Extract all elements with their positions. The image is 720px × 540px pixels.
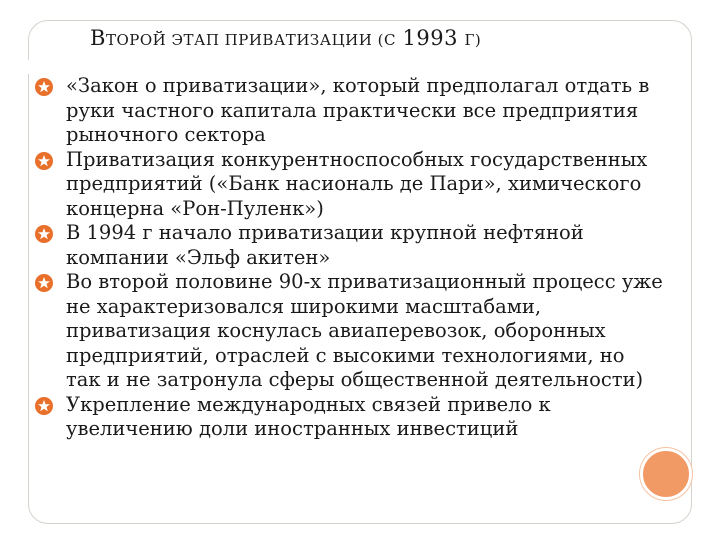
- list-item: [34, 270, 664, 393]
- bullet-text: Во второй половине 90-х приватизационный процесс уже не характеризовался широкими масштабами, приватизация коснулась авиаперевозок, оборонных предприятий, отраслей с высокими технологиями, но так и не затронула сферы общественной деятельности): [66, 270, 663, 391]
- bullet-text: В 1994 г начало приватизации крупной нефтяной компании «Эльф акитен»: [66, 221, 584, 269]
- frame-notch: [28, 60, 38, 74]
- star-bullet-icon: [34, 396, 54, 416]
- star-bullet-icon: [34, 77, 54, 97]
- star-bullet-icon: [34, 273, 54, 293]
- title-text: ТОРОЙ ЭТАП ПРИВАТИЗАЦИИ (С: [105, 31, 396, 49]
- title-year: 1993: [402, 26, 458, 50]
- star-bullet-icon: [34, 151, 54, 171]
- list-item: [34, 74, 664, 148]
- slide-title: [90, 26, 481, 50]
- decorative-circle: [640, 448, 692, 500]
- bullet-text: «Закон о приватизации», который предполагал отдать в руки частного капитала практически все предприятия рыночного сектора: [66, 74, 650, 146]
- title-initial: В: [90, 26, 106, 50]
- list-item: [34, 221, 664, 270]
- star-bullet-icon: [34, 224, 54, 244]
- list-item: [34, 148, 664, 222]
- list-item: [34, 393, 664, 442]
- title-end: Г): [464, 31, 482, 49]
- bullet-text: Приватизация конкурентноспособных государственных предприятий («Банк насиональ де Пари», химического концерна «Рон-Пуленк»): [66, 147, 648, 220]
- bullet-text: Укрепление международных связей привело к увеличению доли иностранных инвестиций: [66, 392, 551, 440]
- bullet-list: [34, 74, 664, 442]
